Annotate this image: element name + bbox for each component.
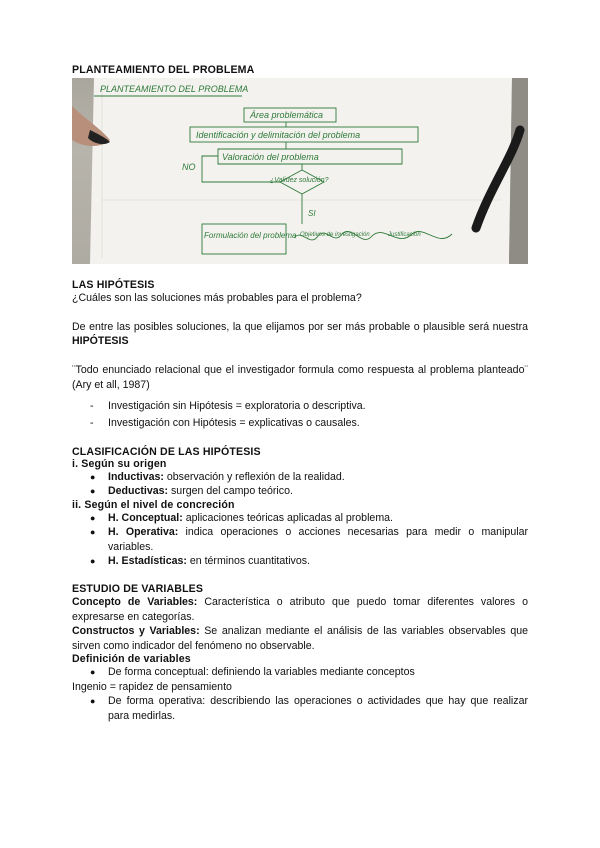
concepto-term: Concepto de Variables: xyxy=(72,596,198,608)
list-item: - Investigación con Hipótesis = explicativas o causales. xyxy=(90,415,528,432)
term-text: observación y reflexión de la realidad. xyxy=(163,470,345,483)
term-text: indica operaciones o acciones necesarias para medir o manipular variables. xyxy=(108,526,528,553)
note-decision: ¿Validez solución? xyxy=(270,177,329,184)
heading-clasificacion: CLASIFICACIÓN DE LAS HIPÓTESIS xyxy=(72,445,261,458)
note-box2: Identificación y delimitación del problema xyxy=(196,130,361,140)
hipotesis-bold-word: HIPÓTESIS xyxy=(72,335,129,347)
hipotesis-quote: ¨Todo enunciado relacional que el investigador formula como respuesta al problema planteado¨ (Ary et all, 1987) xyxy=(72,364,528,391)
list-item xyxy=(90,470,528,485)
term-conceptual: H. Conceptual: xyxy=(108,511,183,524)
note-yes: SI xyxy=(308,209,316,218)
term-inductivas: Inductivas: xyxy=(108,470,164,483)
term-text: en términos cuantitativos. xyxy=(186,555,310,567)
handwritten-diagram-photo xyxy=(72,78,528,264)
hipotesis-list xyxy=(72,398,528,431)
list-item: - Investigación sin Hipótesis = exploratoria o descriptiva. xyxy=(90,398,528,415)
term-operativa: H. Operativa: xyxy=(108,526,179,538)
heading-hipotesis: LAS HIPÓTESIS xyxy=(72,278,155,291)
hipotesis-paragraph-text: De entre las posibles soluciones, la que elijamos por ser más probable o plausible será nuestra xyxy=(72,320,528,333)
concrecion-list xyxy=(72,511,528,569)
hipotesis-question: ¿Cuáles son las soluciones más probables para el problema? xyxy=(72,291,362,304)
definicion-list-2 xyxy=(72,694,528,723)
subheading-origen: i. Según su origen xyxy=(72,457,167,470)
constructos-term: Constructos y Variables: xyxy=(72,625,200,637)
note-title: PLANTEAMIENTO DEL PROBLEMA xyxy=(100,84,249,94)
constructos-paragraph xyxy=(72,624,528,653)
list-item xyxy=(90,511,528,526)
concepto-text: Característica o atributo que puedo tomar diferentes valores o expresarse en categorías. xyxy=(72,596,529,623)
note-right1: Objetivos de investigación xyxy=(300,232,370,238)
note-box4: Formulación del problema xyxy=(204,231,297,240)
note-box3: Valoración del problema xyxy=(222,152,319,162)
definicion-list-1 xyxy=(72,665,528,680)
term-text: surgen del campo teórico. xyxy=(168,485,293,497)
term-text: aplicaciones teóricas aplicadas al problema. xyxy=(182,511,393,524)
heading-variables: ESTUDIO DE VARIABLES xyxy=(72,583,204,595)
list-item: ● De forma operativa: describiendo las operaciones o actividades que hay que realizar para medirlas. xyxy=(90,694,528,723)
list-item xyxy=(90,484,528,499)
note-no: NO xyxy=(182,162,196,172)
constructos-text: Se analizan mediante el análisis de las variables observables que sirven como indicador del fenómeno no observable. xyxy=(72,625,528,652)
list-item: ● De forma conceptual: definiendo la variables mediante conceptos xyxy=(90,665,528,680)
diagram-photo-svg xyxy=(72,78,528,264)
definicion-heading: Definición de variables xyxy=(72,653,191,665)
term-deductivas: Deductivas: xyxy=(108,485,169,497)
ingenio-example: Ingenio = rapidez de pensamiento xyxy=(72,680,232,693)
hipotesis-paragraph xyxy=(72,320,528,349)
list-item xyxy=(90,525,528,554)
term-estadisticas: H. Estadísticas: xyxy=(108,555,187,567)
heading-planteamiento: PLANTEAMIENTO DEL PROBLEMA xyxy=(72,64,255,76)
note-right2: Justificación xyxy=(388,232,421,238)
origen-list xyxy=(72,470,528,499)
concepto-paragraph xyxy=(72,595,528,624)
document-page xyxy=(72,64,528,723)
list-item xyxy=(90,554,528,569)
note-box1: Área problemática xyxy=(250,110,324,120)
subheading-concrecion: ii. Según el nivel de concreción xyxy=(72,498,235,511)
